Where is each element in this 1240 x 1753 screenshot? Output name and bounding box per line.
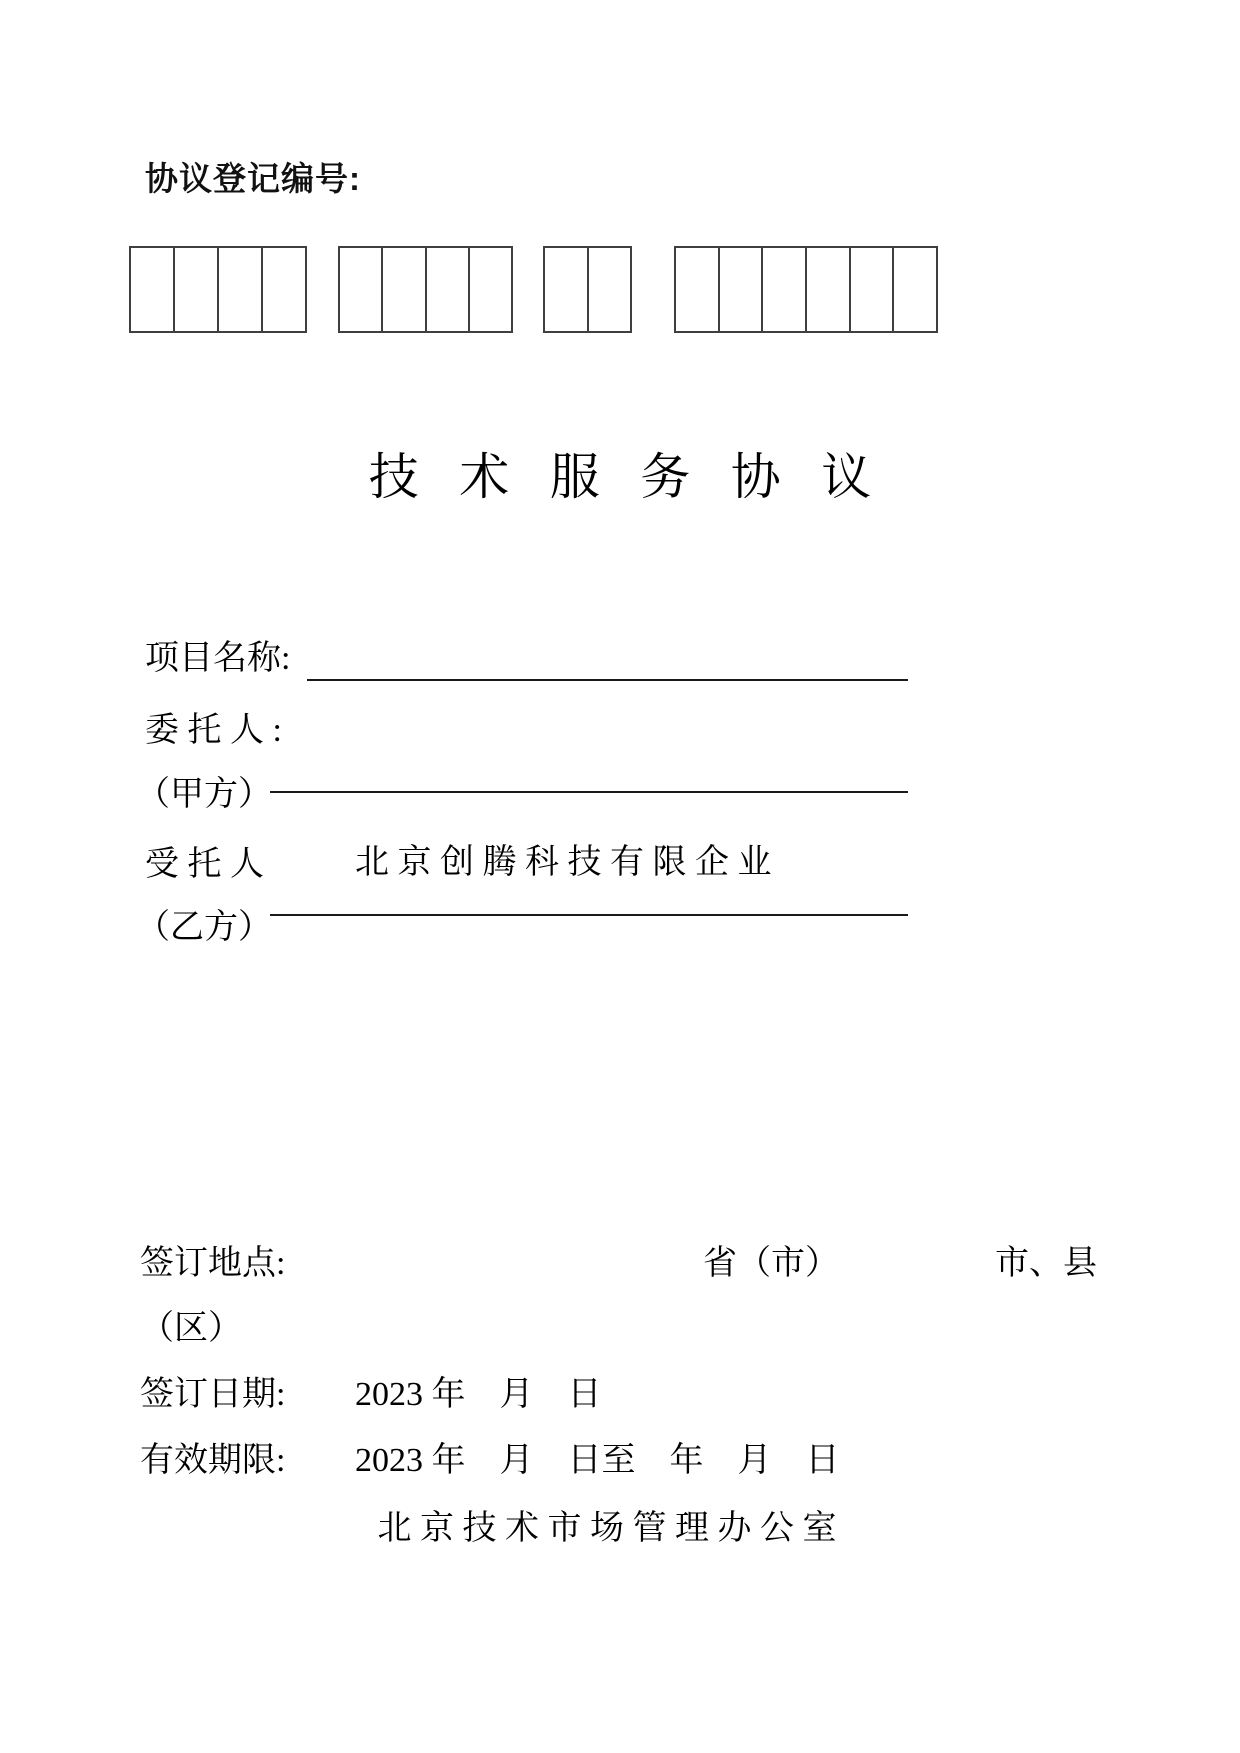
party-a-blank-line (270, 791, 908, 793)
trustee-label: 受 托 人 (145, 846, 264, 883)
trustee-value: 北 京 创 腾 科 技 有 限 企 业 (355, 844, 772, 881)
sign-place-label: 签订地点: (140, 1245, 286, 1282)
registration-box-cell (425, 248, 468, 331)
sign-date-value: 2023 年 月 日 (355, 1376, 602, 1413)
party-a-label: （甲方） (136, 776, 272, 813)
party-b-label: （乙方） (136, 909, 272, 946)
valid-period-label: 有效期限: (140, 1442, 286, 1479)
registration-number-label: 协议登记编号: (145, 160, 361, 197)
client-label: 委 托 人 : (145, 712, 282, 749)
valid-period-value: 2023 年 月 日至 年 月 日 (355, 1442, 840, 1479)
registration-box-cell (676, 248, 718, 331)
registration-box-cell (261, 248, 305, 331)
registration-box-cell (587, 248, 631, 331)
registration-box-cell (849, 248, 893, 331)
sign-date-label: 签订日期: (140, 1376, 286, 1413)
registration-box-group-4 (674, 246, 938, 333)
registration-box-group-3 (543, 246, 632, 333)
registration-box-cell (805, 248, 849, 331)
party-b-blank-line (270, 914, 908, 916)
registration-box-cell (217, 248, 261, 331)
registration-box-cell (718, 248, 762, 331)
project-name-label: 项目名称: (145, 640, 291, 677)
registration-box-cell (131, 248, 173, 331)
registration-box-cell (892, 248, 936, 331)
registration-box-group-2 (338, 246, 513, 333)
document-title: 技 术 服 务 协 议 (368, 449, 886, 505)
registration-box-cell (761, 248, 805, 331)
registration-box-cell (545, 248, 587, 331)
registration-box-group-1 (129, 246, 307, 333)
district-label: （区） (140, 1310, 242, 1347)
province-city-label: 省（市） (703, 1245, 839, 1282)
registration-box-cell (340, 248, 381, 331)
city-county-label: 市、县 (995, 1245, 1097, 1282)
registration-box-cell (468, 248, 511, 331)
registration-box-cell (173, 248, 217, 331)
registration-box-cell (381, 248, 424, 331)
project-name-blank-line (307, 679, 908, 681)
office-name: 北 京 技 术 市 场 管 理 办 公 室 (377, 1510, 837, 1547)
